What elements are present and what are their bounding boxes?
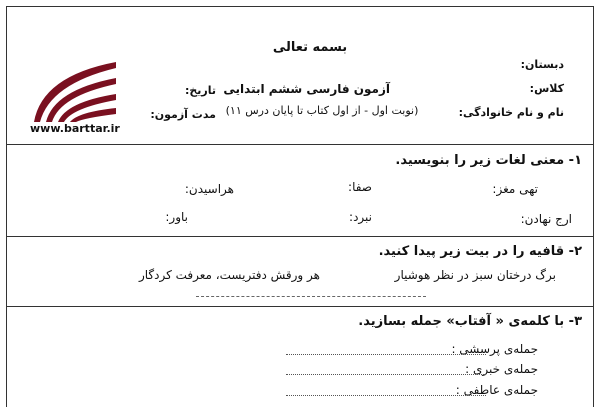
verse-underline (196, 296, 426, 297)
q2-divider (6, 306, 593, 307)
q1-word-4: ارج نهادن: (520, 212, 572, 226)
q3-answer-line-3[interactable] (286, 395, 486, 396)
q1-word-3: هراسیدن: (184, 182, 234, 196)
exam-subtitle: (نوبت اول - از اول کتاب تا پایان درس ۱۱) (225, 104, 419, 117)
school-label: دبستان: (520, 58, 564, 71)
q2-title: ۲- قافیه را در بیت زیر پیدا کنید. (378, 244, 582, 259)
q3-answer-line-1[interactable] (286, 354, 486, 355)
barttar-logo (28, 50, 118, 126)
exam-title: آزمون فارسی ششم ابتدایی (223, 82, 390, 96)
header-divider (6, 144, 593, 145)
date-label: تاریخ: (184, 84, 216, 97)
q1-title: ۱- معنی لغات زیر را بنویسید. (395, 153, 582, 168)
q1-word-1: تهی مغز: (492, 182, 538, 196)
q3-prompt-exclamatory: جمله‌ی عاطفی : (455, 383, 538, 397)
duration-label: مدت آزمون: (150, 108, 216, 121)
q1-divider (6, 236, 593, 237)
verse-left: هر ورقش دفتریست، معرفت کردگار (138, 268, 320, 282)
q1-word-2: صفا: (348, 180, 372, 194)
class-label: کلاس: (529, 82, 564, 95)
verse-right: برگ درختان سبز در نظر هوشیار (394, 268, 556, 282)
student-name-label: نام و نام خانوادگی: (458, 106, 564, 119)
bismillah: بسمه تعالی (272, 40, 348, 55)
q3-answer-line-2[interactable] (286, 374, 486, 375)
q3-prompt-question: جمله‌ی پرسشی : (451, 342, 538, 356)
website-url: www.barttar.ir (30, 122, 120, 135)
q3-title: ۳- با کلمه‌ی « آفتاب» جمله بسازید. (358, 314, 582, 329)
q1-word-5: نبرد: (349, 210, 372, 224)
q1-word-6: باور: (165, 210, 188, 224)
q3-prompt-statement: جمله‌ی خبری : (465, 362, 538, 376)
